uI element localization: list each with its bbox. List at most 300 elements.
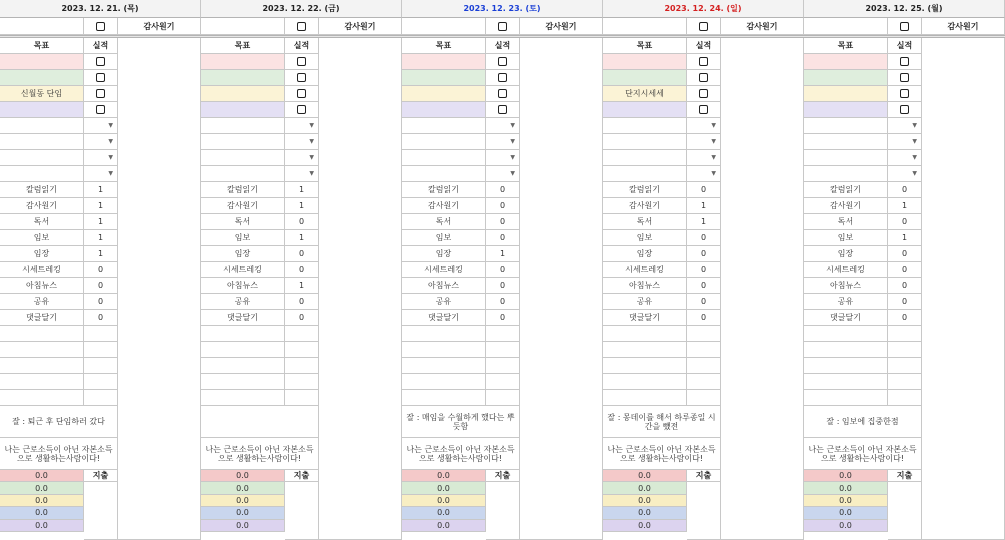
dropdown-cell[interactable] — [285, 150, 319, 166]
goal-checkbox[interactable] — [900, 57, 909, 66]
chevron-down-icon[interactable]: ▼ — [309, 170, 314, 177]
dropdown-goal-cell[interactable] — [201, 134, 285, 150]
chevron-down-icon[interactable]: ▼ — [309, 122, 314, 129]
dropdown-cell[interactable] — [84, 118, 118, 134]
dropdown-goal-cell[interactable] — [201, 166, 285, 182]
habit-label: 공유 — [402, 294, 486, 310]
habit-count[interactable]: 0 — [687, 182, 721, 198]
goal-check-cell[interactable] — [888, 70, 922, 86]
amount-cell[interactable]: 0.0 — [804, 520, 888, 532]
empty-cell[interactable] — [804, 358, 888, 374]
date-header: 2023. 12. 23. (토) — [402, 0, 603, 18]
habit-label: 공유 — [603, 294, 687, 310]
chevron-down-icon[interactable]: ▼ — [510, 138, 515, 145]
dropdown-goal-cell[interactable] — [402, 166, 486, 182]
goal-cell[interactable] — [603, 70, 687, 86]
chevron-down-icon[interactable]: ▼ — [108, 170, 113, 177]
goal-cell[interactable] — [201, 54, 285, 70]
habit-label: 공유 — [804, 294, 888, 310]
empty-cell[interactable] — [285, 342, 319, 358]
dropdown-cell[interactable] — [285, 134, 319, 150]
dropdown-goal-cell[interactable] — [603, 118, 687, 134]
chevron-down-icon[interactable]: ▼ — [108, 122, 113, 129]
chevron-down-icon[interactable]: ▼ — [711, 154, 716, 161]
chevron-down-icon[interactable]: ▼ — [912, 122, 917, 129]
gratitude-checkbox[interactable] — [297, 22, 306, 31]
dropdown-cell[interactable] — [687, 150, 721, 166]
empty-cell[interactable] — [402, 326, 486, 342]
habit-count[interactable]: 0 — [285, 310, 319, 326]
goal-header: 목표 — [201, 38, 285, 54]
dropdown-goal-cell[interactable] — [804, 134, 888, 150]
habit-count[interactable]: 1 — [84, 198, 118, 214]
goal-header: 목표 — [402, 38, 486, 54]
gratitude-checkbox[interactable] — [498, 22, 507, 31]
chevron-down-icon[interactable]: ▼ — [510, 154, 515, 161]
empty-cell[interactable] — [0, 358, 84, 374]
habit-count[interactable]: 1 — [285, 230, 319, 246]
empty-cell[interactable] — [486, 390, 520, 406]
habit-label: 칼럼읽기 — [0, 182, 84, 198]
amount-cell[interactable]: 0.0 — [603, 507, 687, 519]
habit-count[interactable]: 0 — [687, 310, 721, 326]
goal-header: 목표 — [804, 38, 888, 54]
blank-cell — [603, 18, 687, 35]
amount-cell[interactable]: 0.0 — [804, 507, 888, 519]
goal-cell[interactable] — [804, 54, 888, 70]
daily-note[interactable] — [201, 406, 319, 438]
habit-count[interactable]: 1 — [84, 182, 118, 198]
dropdown-cell[interactable] — [486, 134, 520, 150]
habit-count[interactable]: 0 — [486, 182, 520, 198]
expense-header: 지출 — [84, 470, 118, 482]
goal-check-cell[interactable] — [285, 70, 319, 86]
habit-count[interactable]: 0 — [285, 246, 319, 262]
habit-count[interactable]: 0 — [84, 294, 118, 310]
empty-cell[interactable] — [285, 390, 319, 406]
goal-check-cell[interactable] — [486, 70, 520, 86]
goal-checkbox[interactable] — [900, 89, 909, 98]
side-column[interactable] — [118, 38, 201, 540]
empty-cell[interactable] — [84, 358, 118, 374]
chevron-down-icon[interactable]: ▼ — [711, 122, 716, 129]
amount-cell[interactable]: 0.0 — [402, 507, 486, 519]
empty-cell[interactable] — [888, 358, 922, 374]
daily-note[interactable]: 잘 : 몽데이를 해서 하루종일 시간을 뻈전 — [603, 406, 721, 438]
habit-count[interactable]: 0 — [687, 230, 721, 246]
goal-checkbox[interactable] — [297, 73, 306, 82]
goal-check-cell[interactable] — [888, 86, 922, 102]
date-header: 2023. 12. 25. (월) — [804, 0, 1005, 18]
habit-count[interactable]: 1 — [84, 246, 118, 262]
goal-cell[interactable] — [603, 102, 687, 118]
goal-check-cell[interactable] — [687, 54, 721, 70]
goal-cell[interactable] — [201, 70, 285, 86]
amount-cell[interactable]: 0.0 — [804, 482, 888, 494]
empty-cell[interactable] — [402, 374, 486, 390]
habit-count[interactable]: 1 — [84, 214, 118, 230]
habit-count[interactable]: 0 — [888, 278, 922, 294]
goal-check-cell[interactable] — [687, 102, 721, 118]
goal-cell[interactable]: 단지시세세 — [603, 86, 687, 102]
amount-cell[interactable]: 0.0 — [402, 470, 486, 482]
empty-cell[interactable] — [687, 390, 721, 406]
empty-cell[interactable] — [201, 358, 285, 374]
expense-header: 지출 — [687, 470, 721, 482]
empty-cell[interactable] — [888, 342, 922, 358]
goal-cell[interactable]: 신월동 단임 — [0, 86, 84, 102]
amount-cell[interactable]: 0.0 — [201, 482, 285, 494]
amount-cell[interactable]: 0.0 — [0, 495, 84, 507]
gratitude-checkbox[interactable] — [699, 22, 708, 31]
dropdown-cell[interactable] — [84, 134, 118, 150]
empty-cell[interactable] — [84, 326, 118, 342]
dropdown-goal-cell[interactable] — [0, 118, 84, 134]
dropdown-goal-cell[interactable] — [603, 166, 687, 182]
empty-cell[interactable] — [0, 390, 84, 406]
goal-cell[interactable] — [0, 54, 84, 70]
habit-count[interactable]: 1 — [486, 246, 520, 262]
expense-cell[interactable] — [888, 482, 922, 540]
empty-cell[interactable] — [603, 358, 687, 374]
goal-checkbox[interactable] — [498, 89, 507, 98]
goal-cell[interactable] — [804, 70, 888, 86]
dropdown-goal-cell[interactable] — [201, 150, 285, 166]
empty-cell[interactable] — [603, 390, 687, 406]
empty-cell[interactable] — [285, 358, 319, 374]
side-column[interactable] — [319, 38, 402, 540]
habit-count[interactable]: 0 — [84, 262, 118, 278]
dropdown-goal-cell[interactable] — [804, 150, 888, 166]
chevron-down-icon[interactable]: ▼ — [108, 138, 113, 145]
dropdown-goal-cell[interactable] — [0, 166, 84, 182]
goal-checkbox[interactable] — [498, 73, 507, 82]
side-column[interactable] — [721, 38, 804, 540]
habit-count[interactable]: 0 — [687, 262, 721, 278]
goal-check-cell[interactable] — [84, 70, 118, 86]
habit-count[interactable]: 0 — [486, 198, 520, 214]
empty-cell[interactable] — [402, 342, 486, 358]
goal-check-cell[interactable] — [888, 54, 922, 70]
amount-cell[interactable]: 0.0 — [603, 482, 687, 494]
habit-count[interactable]: 1 — [888, 198, 922, 214]
goal-checkbox[interactable] — [498, 57, 507, 66]
habit-count[interactable]: 0 — [687, 278, 721, 294]
empty-cell[interactable] — [84, 342, 118, 358]
amount-cell[interactable]: 0.0 — [0, 470, 84, 482]
goal-cell[interactable] — [201, 102, 285, 118]
amount-cell[interactable]: 0.0 — [0, 520, 84, 532]
empty-cell[interactable] — [687, 326, 721, 342]
dropdown-cell[interactable] — [486, 150, 520, 166]
goal-check-cell[interactable] — [285, 54, 319, 70]
dropdown-cell[interactable] — [84, 150, 118, 166]
habit-count[interactable]: 1 — [687, 214, 721, 230]
day-column — [402, 0, 603, 540]
chevron-down-icon[interactable]: ▼ — [309, 138, 314, 145]
empty-cell[interactable] — [486, 374, 520, 390]
dropdown-goal-cell[interactable] — [0, 150, 84, 166]
habit-count[interactable]: 1 — [84, 230, 118, 246]
dropdown-goal-cell[interactable] — [402, 134, 486, 150]
goal-cell[interactable] — [402, 86, 486, 102]
empty-cell[interactable] — [888, 374, 922, 390]
empty-cell[interactable] — [486, 326, 520, 342]
date-header: 2023. 12. 24. (일) — [603, 0, 804, 18]
empty-cell[interactable] — [402, 358, 486, 374]
goal-cell[interactable] — [402, 102, 486, 118]
empty-cell[interactable] — [888, 326, 922, 342]
empty-cell[interactable] — [603, 374, 687, 390]
expense-cell[interactable] — [486, 482, 520, 540]
dropdown-cell[interactable] — [687, 166, 721, 182]
goal-cell[interactable] — [603, 54, 687, 70]
goal-cell[interactable] — [804, 102, 888, 118]
date-header: 2023. 12. 22. (금) — [201, 0, 402, 18]
goal-check-cell[interactable] — [687, 86, 721, 102]
habit-count[interactable]: 0 — [888, 214, 922, 230]
chevron-down-icon[interactable]: ▼ — [912, 138, 917, 145]
dropdown-cell[interactable] — [486, 166, 520, 182]
empty-cell[interactable] — [804, 390, 888, 406]
empty-cell[interactable] — [201, 390, 285, 406]
gratitude-checkbox-cell[interactable] — [888, 18, 922, 35]
habit-count[interactable]: 0 — [486, 310, 520, 326]
habit-label: 독서 — [402, 214, 486, 230]
chevron-down-icon[interactable]: ▼ — [711, 138, 716, 145]
dropdown-cell[interactable] — [84, 166, 118, 182]
habit-label: 시세트레킹 — [603, 262, 687, 278]
dropdown-goal-cell[interactable] — [402, 118, 486, 134]
empty-cell[interactable] — [285, 326, 319, 342]
habit-label: 독서 — [603, 214, 687, 230]
goal-checkbox[interactable] — [297, 105, 306, 114]
goal-checkbox[interactable] — [297, 57, 306, 66]
goal-check-cell[interactable] — [486, 86, 520, 102]
dropdown-cell[interactable] — [888, 134, 922, 150]
habit-label: 아침뉴스 — [402, 278, 486, 294]
habit-count[interactable]: 0 — [888, 262, 922, 278]
goal-checkbox[interactable] — [699, 73, 708, 82]
side-column[interactable] — [520, 38, 603, 540]
dropdown-goal-cell[interactable] — [804, 118, 888, 134]
dropdown-goal-cell[interactable] — [201, 118, 285, 134]
amount-cell[interactable]: 0.0 — [201, 520, 285, 532]
goal-check-cell[interactable] — [84, 86, 118, 102]
amount-cell[interactable]: 0.0 — [201, 495, 285, 507]
empty-cell[interactable] — [201, 374, 285, 390]
amount-cell[interactable]: 0.0 — [804, 470, 888, 482]
gratitude-checkbox-cell[interactable] — [285, 18, 319, 35]
habit-count[interactable]: 0 — [486, 230, 520, 246]
goal-checkbox[interactable] — [96, 73, 105, 82]
habit-label: 시세트레킹 — [804, 262, 888, 278]
dropdown-goal-cell[interactable] — [603, 150, 687, 166]
habit-count[interactable]: 1 — [285, 182, 319, 198]
gratitude-checkbox-cell[interactable] — [486, 18, 520, 35]
goal-checkbox[interactable] — [96, 89, 105, 98]
habit-count[interactable]: 0 — [486, 262, 520, 278]
amount-cell[interactable]: 0.0 — [603, 470, 687, 482]
habit-count[interactable]: 0 — [285, 294, 319, 310]
goal-check-cell[interactable] — [84, 54, 118, 70]
empty-cell[interactable] — [84, 374, 118, 390]
habit-count[interactable]: 0 — [486, 294, 520, 310]
habit-count[interactable]: 0 — [687, 294, 721, 310]
habit-count[interactable]: 1 — [285, 278, 319, 294]
habit-count[interactable]: 0 — [888, 294, 922, 310]
goal-checkbox[interactable] — [498, 105, 507, 114]
dropdown-cell[interactable] — [486, 118, 520, 134]
empty-cell[interactable] — [402, 390, 486, 406]
amount-cell[interactable]: 0.0 — [0, 482, 84, 494]
habit-label: 아침뉴스 — [0, 278, 84, 294]
habit-label: 감사원기 — [603, 198, 687, 214]
habit-label: 댓글달기 — [201, 310, 285, 326]
amount-cell[interactable]: 0.0 — [402, 495, 486, 507]
empty-cell[interactable] — [0, 374, 84, 390]
dropdown-cell[interactable] — [888, 166, 922, 182]
dropdown-goal-cell[interactable] — [603, 134, 687, 150]
empty-cell[interactable] — [888, 390, 922, 406]
goal-check-cell[interactable] — [285, 86, 319, 102]
empty-cell[interactable] — [804, 326, 888, 342]
goal-cell[interactable] — [402, 70, 486, 86]
empty-cell[interactable] — [201, 342, 285, 358]
goal-check-cell[interactable] — [888, 102, 922, 118]
gratitude-header-label: 감사원기 — [721, 18, 804, 35]
gratitude-checkbox[interactable] — [900, 22, 909, 31]
habit-count[interactable]: 0 — [687, 246, 721, 262]
goal-checkbox[interactable] — [699, 57, 708, 66]
gratitude-checkbox[interactable] — [96, 22, 105, 31]
gratitude-checkbox-cell[interactable] — [687, 18, 721, 35]
chevron-down-icon[interactable]: ▼ — [510, 170, 515, 177]
habit-count[interactable]: 0 — [84, 310, 118, 326]
habit-count[interactable]: 0 — [285, 262, 319, 278]
dropdown-cell[interactable] — [687, 134, 721, 150]
daily-note[interactable]: 잘 : 매임을 수월하게 했다는 뿌듯함 — [402, 406, 520, 438]
empty-cell[interactable] — [603, 326, 687, 342]
habit-count[interactable]: 0 — [888, 246, 922, 262]
amount-cell[interactable]: 0.0 — [603, 520, 687, 532]
dropdown-goal-cell[interactable] — [804, 166, 888, 182]
chevron-down-icon[interactable]: ▼ — [711, 170, 716, 177]
gratitude-checkbox-cell[interactable] — [84, 18, 118, 35]
chevron-down-icon[interactable]: ▼ — [309, 154, 314, 161]
chevron-down-icon[interactable]: ▼ — [912, 154, 917, 161]
motto-text: 나는 근로소득이 아닌 자본소득으로 생활하는사람이다! — [804, 438, 922, 470]
empty-cell[interactable] — [0, 342, 84, 358]
amount-cell[interactable]: 0.0 — [201, 507, 285, 519]
dropdown-cell[interactable] — [888, 150, 922, 166]
empty-cell[interactable] — [201, 326, 285, 342]
gratitude-header-label: 감사원기 — [118, 18, 201, 35]
goal-cell[interactable] — [0, 70, 84, 86]
goal-header: 목표 — [0, 38, 84, 54]
amount-cell[interactable]: 0.0 — [402, 482, 486, 494]
amount-cell[interactable]: 0.0 — [804, 495, 888, 507]
habit-count[interactable]: 0 — [888, 310, 922, 326]
amount-cell[interactable]: 0.0 — [201, 470, 285, 482]
chevron-down-icon[interactable]: ▼ — [510, 122, 515, 129]
goal-check-cell[interactable] — [486, 102, 520, 118]
empty-cell[interactable] — [687, 358, 721, 374]
empty-cell[interactable] — [486, 342, 520, 358]
habit-count[interactable]: 1 — [285, 198, 319, 214]
empty-cell[interactable] — [603, 342, 687, 358]
goal-cell[interactable] — [0, 102, 84, 118]
habit-count[interactable]: 1 — [888, 230, 922, 246]
habit-label: 감사원기 — [201, 198, 285, 214]
dropdown-goal-cell[interactable] — [0, 134, 84, 150]
goal-cell[interactable] — [201, 86, 285, 102]
chevron-down-icon[interactable]: ▼ — [912, 170, 917, 177]
expense-cell[interactable] — [84, 482, 118, 540]
habit-label: 공유 — [0, 294, 84, 310]
goal-checkbox[interactable] — [699, 105, 708, 114]
dropdown-goal-cell[interactable] — [402, 150, 486, 166]
side-column[interactable] — [922, 38, 1005, 540]
habit-label: 감사원기 — [804, 198, 888, 214]
dropdown-cell[interactable] — [888, 118, 922, 134]
goal-checkbox[interactable] — [96, 105, 105, 114]
habit-count[interactable]: 0 — [486, 214, 520, 230]
empty-cell[interactable] — [486, 358, 520, 374]
habit-label: 임보 — [804, 230, 888, 246]
daily-note[interactable]: 잘 : 임보에 집중한점 — [804, 406, 922, 438]
habit-count[interactable]: 1 — [687, 198, 721, 214]
amount-cell[interactable]: 0.0 — [0, 507, 84, 519]
goal-check-cell[interactable] — [285, 102, 319, 118]
goal-checkbox[interactable] — [699, 89, 708, 98]
motto-text: 나는 근로소득이 아닌 자본소득으로 생활하는사람이다! — [201, 438, 319, 470]
habit-count[interactable]: 0 — [84, 278, 118, 294]
dropdown-cell[interactable] — [285, 166, 319, 182]
habit-label: 독서 — [0, 214, 84, 230]
goal-checkbox[interactable] — [900, 105, 909, 114]
empty-cell[interactable] — [84, 390, 118, 406]
goal-checkbox[interactable] — [96, 57, 105, 66]
amount-cell[interactable]: 0.0 — [402, 520, 486, 532]
empty-cell[interactable] — [804, 374, 888, 390]
habit-count[interactable]: 0 — [888, 182, 922, 198]
goal-checkbox[interactable] — [900, 73, 909, 82]
goal-header: 목표 — [603, 38, 687, 54]
goal-check-cell[interactable] — [486, 54, 520, 70]
chevron-down-icon[interactable]: ▼ — [108, 154, 113, 161]
dropdown-cell[interactable] — [687, 118, 721, 134]
habit-count[interactable]: 0 — [486, 278, 520, 294]
empty-cell[interactable] — [687, 374, 721, 390]
daily-note[interactable]: 잘 : 퇴근 후 단임하러 갔다 — [0, 406, 118, 438]
goal-cell[interactable] — [804, 86, 888, 102]
habit-count[interactable]: 0 — [285, 214, 319, 230]
goal-checkbox[interactable] — [297, 89, 306, 98]
expense-cell[interactable] — [285, 482, 319, 540]
goal-cell[interactable] — [402, 54, 486, 70]
perf-header: 실적 — [285, 38, 319, 54]
goal-check-cell[interactable] — [687, 70, 721, 86]
goal-check-cell[interactable] — [84, 102, 118, 118]
empty-cell[interactable] — [285, 374, 319, 390]
expense-cell[interactable] — [687, 482, 721, 540]
empty-cell[interactable] — [687, 342, 721, 358]
empty-cell[interactable] — [0, 326, 84, 342]
dropdown-cell[interactable] — [285, 118, 319, 134]
amount-cell[interactable]: 0.0 — [603, 495, 687, 507]
empty-cell[interactable] — [804, 342, 888, 358]
